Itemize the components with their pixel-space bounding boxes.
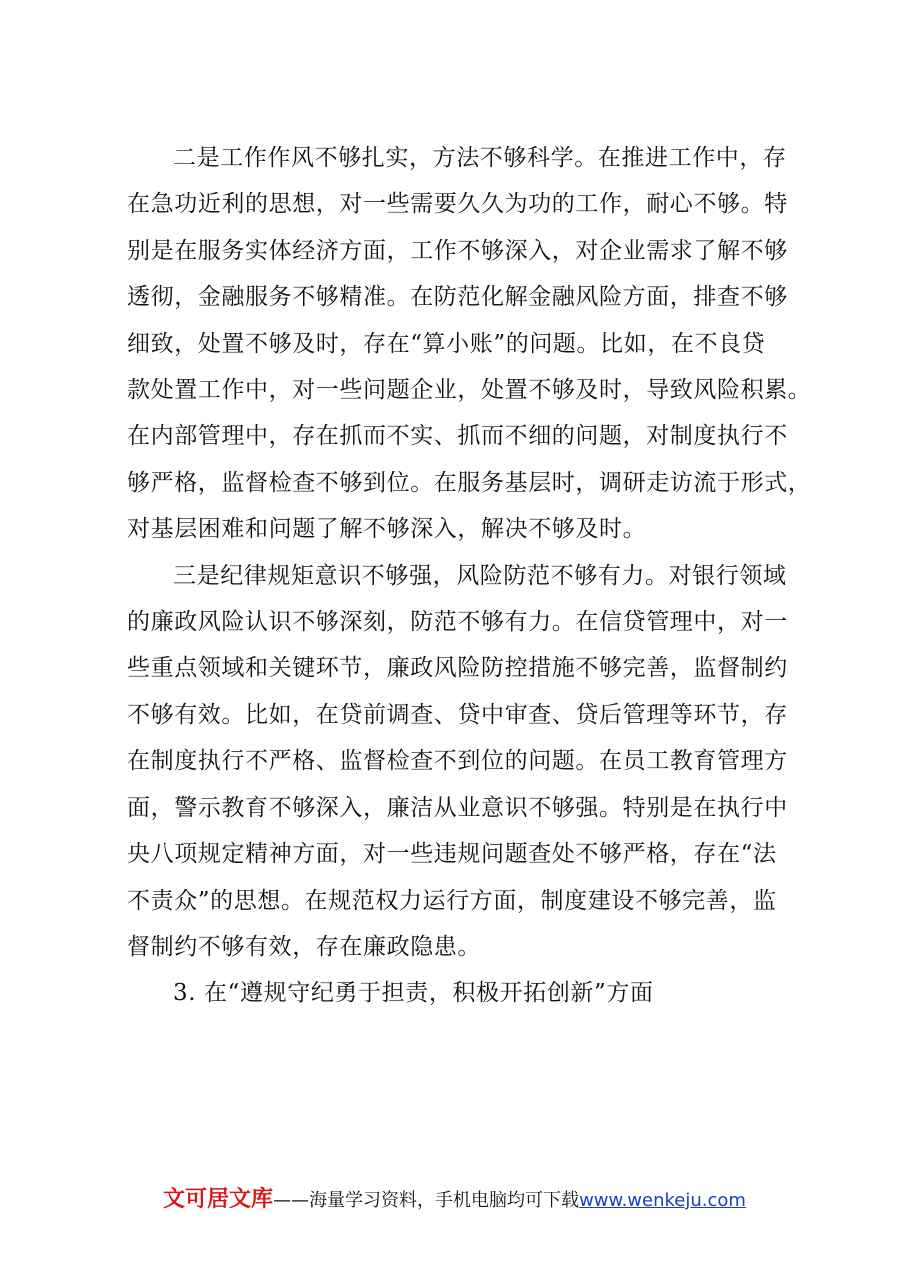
paragraph-line: 央八项规定精神方面，对一些违规问题查处不够严格，存在“法 <box>127 841 777 868</box>
paragraph-line: 对基层困难和问题了解不够深入，解决不够及时。 <box>127 516 647 543</box>
paragraph-line: 够严格，监督检查不够到位。在服务基层时，调研走访流于形式， <box>127 469 812 496</box>
paragraph-line: 督制约不够有效，存在廉政隐患。 <box>127 933 481 960</box>
section-heading: 3. 在“遵规守纪勇于担责，积极开拓创新”方面 <box>173 980 654 1007</box>
paragraph-line: 细致，处置不够及时，存在“算小账”的问题。比如，在不良贷 <box>127 330 766 357</box>
document-body <box>127 135 812 1017</box>
paragraph-line: 面，警示教育不够深入，廉洁从业意识不够强。特别是在执行中 <box>127 794 788 821</box>
paragraph-line: 在内部管理中，存在抓而不实、抓而不细的问题，对制度执行不 <box>127 423 788 450</box>
paragraph-discipline <box>127 553 787 971</box>
paragraph-line: 些重点领域和关键环节，廉政风险防控措施不够完善，监督制约 <box>127 655 788 682</box>
footer-tagline: ——海量学习资料，手机电脑均可下载 <box>273 1190 580 1211</box>
footer-banner <box>0 1182 909 1213</box>
paragraph-line: 别是在服务实体经济方面，工作不够深入，对企业需求了解不够 <box>127 237 788 264</box>
paragraph-line: 二是工作作风不够扎实，方法不够科学。在推进工作中，存 <box>173 145 787 171</box>
paragraph-line: 的廉政风险认识不够深刻，防范不够有力。在信贷管理中，对一 <box>127 609 788 636</box>
paragraph-line: 三是纪律规矩意识不够强，风险防范不够有力。对银行领域 <box>173 562 787 589</box>
footer-website-link[interactable]: www.wenkeju.com <box>579 1190 746 1211</box>
paragraph-line: 不够有效。比如，在贷前调查、贷中审查、贷后管理等环节，存 <box>127 701 788 728</box>
paragraph-line: 不责众”的思想。在规范权力运行方面，制度建设不够完善，监 <box>127 887 777 914</box>
paragraph-line: 在制度执行不严格、监督检查不到位的问题。在员工教育管理方 <box>127 748 788 775</box>
paragraph-line: 款处置工作中，对一些问题企业，处置不够及时，导致风险积累。 <box>127 377 812 404</box>
paragraph-line: 透彻，金融服务不够精准。在防范化解金融风险方面，排查不够 <box>127 284 788 311</box>
paragraph-line: 在急功近利的思想，对一些需要久久为功的工作，耐心不够。特 <box>127 191 788 218</box>
footer-brand: 文可居文库 <box>163 1187 274 1212</box>
paragraph-work-style <box>127 135 812 553</box>
